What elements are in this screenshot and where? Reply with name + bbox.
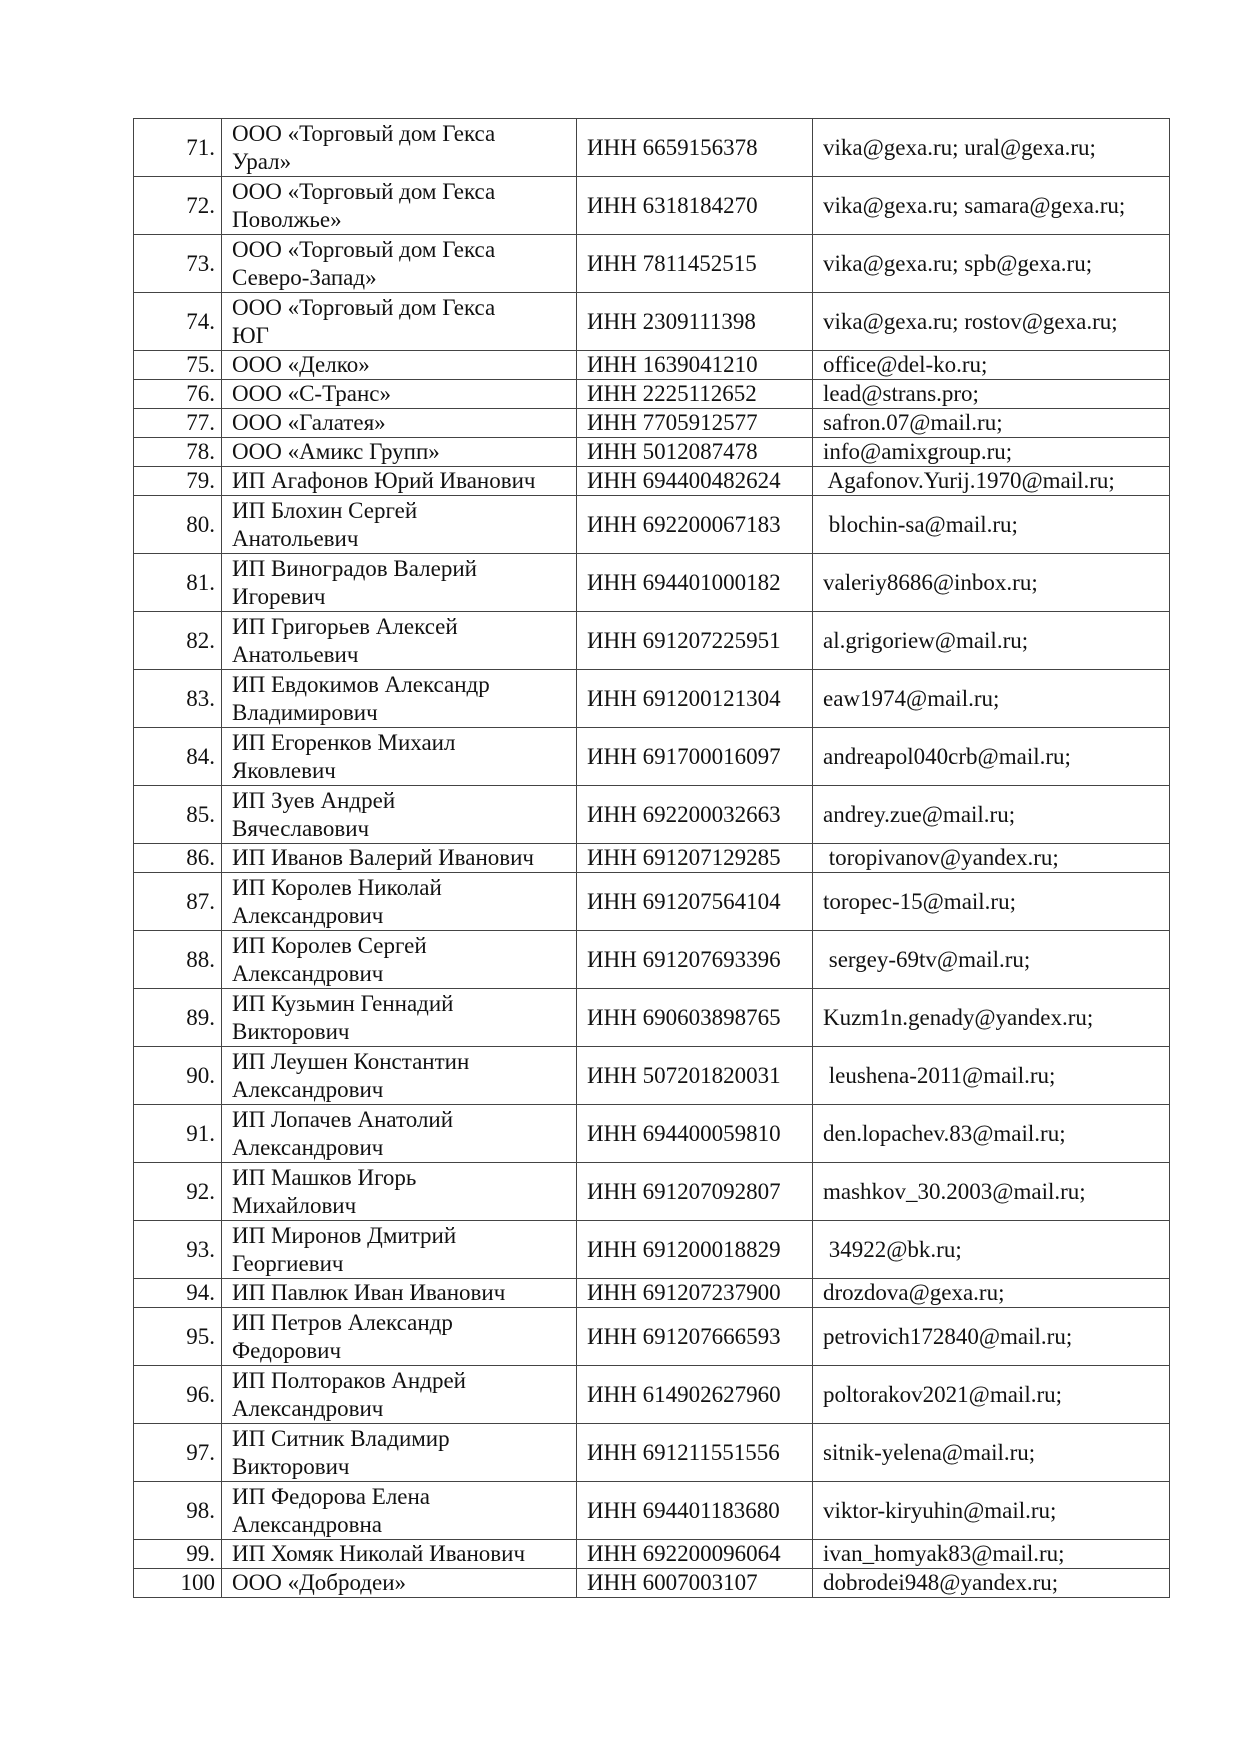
organization-name-line: ООО «Торговый дом Гекса [232, 120, 496, 146]
row-number: 80. [134, 496, 222, 554]
organization-name-line: Анатольевич [232, 525, 359, 551]
organization-name-line: ИП Кузьмин Геннадий [232, 990, 454, 1016]
email-cell: blochin-sa@mail.ru; [813, 496, 1170, 554]
email-cell: mashkov_30.2003@mail.ru; [813, 1163, 1170, 1221]
organization-name-line: ИП Полтораков Андрей [232, 1367, 466, 1393]
organization-name [222, 351, 577, 380]
organization-name-line: Северо-Запад» [232, 264, 377, 290]
organization-name-line: Михайлович [232, 1192, 357, 1218]
table-row [134, 1308, 1170, 1366]
organization-name-line: Александрович [232, 1134, 384, 1160]
organization-name [222, 235, 577, 293]
email-cell: Kuzm1n.genady@yandex.ru; [813, 989, 1170, 1047]
inn-cell: ИНН 6318184270 [577, 177, 813, 235]
email-cell: toropivanov@yandex.ru; [813, 844, 1170, 873]
email-cell: info@amixgroup.ru; [813, 438, 1170, 467]
row-number: 83. [134, 670, 222, 728]
organization-name [222, 844, 577, 873]
email-cell: al.grigoriew@mail.ru; [813, 612, 1170, 670]
row-number: 87. [134, 873, 222, 931]
table-row [134, 438, 1170, 467]
organization-name-line: ИП Григорьев Алексей [232, 613, 458, 639]
inn-cell: ИНН 7811452515 [577, 235, 813, 293]
email-cell: sitnik-yelena@mail.ru; [813, 1424, 1170, 1482]
table-row [134, 1569, 1170, 1598]
organization-name [222, 1424, 577, 1482]
organization-name [222, 177, 577, 235]
organization-name [222, 612, 577, 670]
row-number: 81. [134, 554, 222, 612]
organization-name-line: ООО «С-Транс» [232, 381, 391, 406]
organization-name-line: Анатольевич [232, 641, 359, 667]
table-row [134, 989, 1170, 1047]
organization-name [222, 1279, 577, 1308]
organization-name-line: Владимирович [232, 699, 378, 725]
table-row [134, 380, 1170, 409]
row-number: 77. [134, 409, 222, 438]
email-cell: viktor-kiryuhin@mail.ru; [813, 1482, 1170, 1540]
email-cell: andreapol040crb@mail.ru; [813, 728, 1170, 786]
row-number: 78. [134, 438, 222, 467]
inn-cell: ИНН 691207225951 [577, 612, 813, 670]
organization-name [222, 554, 577, 612]
organization-name [222, 1482, 577, 1540]
organization-name-line: ЮГ [232, 322, 269, 348]
organization-name-line: ИП Егоренков Михаил [232, 729, 456, 755]
table-row [134, 235, 1170, 293]
row-number: 95. [134, 1308, 222, 1366]
organization-name-line: Викторович [232, 1018, 350, 1044]
organization-name-line: ИП Миронов Дмитрий [232, 1222, 457, 1248]
inn-cell: ИНН 507201820031 [577, 1047, 813, 1105]
table-row [134, 786, 1170, 844]
organization-name [222, 989, 577, 1047]
email-cell: Agafonov.Yurij.1970@mail.ru; [813, 467, 1170, 496]
organization-name-line: ИП Виноградов Валерий [232, 555, 477, 581]
organization-name-line: ООО «Амикс Групп» [232, 439, 440, 464]
inn-cell: ИНН 2309111398 [577, 293, 813, 351]
organization-name-line: ИП Петров Александр [232, 1309, 453, 1335]
organization-name [222, 1221, 577, 1279]
organization-name-line: ИП Евдокимов Александр [232, 671, 490, 697]
table-row [134, 1424, 1170, 1482]
organization-name-line: ООО «Добродеи» [232, 1570, 407, 1595]
row-number: 93. [134, 1221, 222, 1279]
row-number: 76. [134, 380, 222, 409]
organization-name [222, 1308, 577, 1366]
table-body [134, 119, 1170, 1598]
table-row [134, 1163, 1170, 1221]
table-row [134, 931, 1170, 989]
inn-cell: ИНН 2225112652 [577, 380, 813, 409]
email-cell: 34922@bk.ru; [813, 1221, 1170, 1279]
organization-name-line: Вячеславович [232, 815, 370, 841]
table-row [134, 1366, 1170, 1424]
email-cell: den.lopachev.83@mail.ru; [813, 1105, 1170, 1163]
row-number: 75. [134, 351, 222, 380]
email-cell: vika@gexa.ru; rostov@gexa.ru; [813, 293, 1170, 351]
organization-name-line: ИП Агафонов Юрий Иванович [232, 468, 536, 493]
email-cell: sergey-69tv@mail.ru; [813, 931, 1170, 989]
organization-name-line: Георгиевич [232, 1250, 344, 1276]
row-number: 72. [134, 177, 222, 235]
organization-name [222, 873, 577, 931]
organization-name-line: ООО «Делко» [232, 352, 370, 377]
email-cell: vika@gexa.ru; samara@gexa.ru; [813, 177, 1170, 235]
email-cell: lead@strans.pro; [813, 380, 1170, 409]
contacts-table [133, 118, 1170, 1598]
inn-cell: ИНН 7705912577 [577, 409, 813, 438]
organization-name [222, 380, 577, 409]
inn-cell: ИНН 6659156378 [577, 119, 813, 177]
inn-cell: ИНН 694400059810 [577, 1105, 813, 1163]
organization-name-line: ИП Зуев Андрей [232, 787, 396, 813]
inn-cell: ИНН 690603898765 [577, 989, 813, 1047]
email-cell: eaw1974@mail.ru; [813, 670, 1170, 728]
row-number: 96. [134, 1366, 222, 1424]
organization-name-line: Александровна [232, 1511, 382, 1537]
organization-name [222, 1163, 577, 1221]
organization-name [222, 496, 577, 554]
inn-cell: ИНН 694401183680 [577, 1482, 813, 1540]
row-number: 73. [134, 235, 222, 293]
organization-name [222, 931, 577, 989]
email-cell: dobrodei948@yandex.ru; [813, 1569, 1170, 1598]
organization-name-line: ИП Ситник Владимир [232, 1425, 450, 1451]
table-row [134, 1105, 1170, 1163]
inn-cell: ИНН 691200121304 [577, 670, 813, 728]
email-cell: petrovich172840@mail.ru; [813, 1308, 1170, 1366]
organization-name-line: ИП Королев Николай [232, 874, 442, 900]
organization-name [222, 1047, 577, 1105]
organization-name [222, 670, 577, 728]
organization-name-line: ИП Лопачев Анатолий [232, 1106, 454, 1132]
organization-name-line: ИП Королев Сергей [232, 932, 427, 958]
table-row [134, 844, 1170, 873]
email-cell: office@del-ko.ru; [813, 351, 1170, 380]
row-number: 86. [134, 844, 222, 873]
inn-cell: ИНН 5012087478 [577, 438, 813, 467]
organization-name-line: ООО «Торговый дом Гекса [232, 236, 496, 262]
table-row [134, 670, 1170, 728]
row-number: 88. [134, 931, 222, 989]
table-row [134, 119, 1170, 177]
row-number: 71. [134, 119, 222, 177]
organization-name [222, 1105, 577, 1163]
email-cell: poltorakov2021@mail.ru; [813, 1366, 1170, 1424]
table-row [134, 351, 1170, 380]
email-cell: vika@gexa.ru; ural@gexa.ru; [813, 119, 1170, 177]
row-number: 85. [134, 786, 222, 844]
table-row [134, 293, 1170, 351]
row-number: 97. [134, 1424, 222, 1482]
row-number: 79. [134, 467, 222, 496]
organization-name [222, 1569, 577, 1598]
row-number: 82. [134, 612, 222, 670]
organization-name [222, 409, 577, 438]
table-row [134, 467, 1170, 496]
organization-name-line: ООО «Торговый дом Гекса [232, 294, 496, 320]
inn-cell: ИНН 691207129285 [577, 844, 813, 873]
inn-cell: ИНН 694400482624 [577, 467, 813, 496]
table-row [134, 728, 1170, 786]
email-cell: vika@gexa.ru; spb@gexa.ru; [813, 235, 1170, 293]
table-row [134, 177, 1170, 235]
row-number: 89. [134, 989, 222, 1047]
row-number: 99. [134, 1540, 222, 1569]
email-cell: safron.07@mail.ru; [813, 409, 1170, 438]
table-row [134, 1221, 1170, 1279]
organization-name-line: ИП Блохин Сергей [232, 497, 418, 523]
inn-cell: ИНН 691207092807 [577, 1163, 813, 1221]
email-cell: leushena-2011@mail.ru; [813, 1047, 1170, 1105]
table-row [134, 1279, 1170, 1308]
inn-cell: ИНН 691207564104 [577, 873, 813, 931]
organization-name-line: ИП Федорова Елена [232, 1483, 431, 1509]
organization-name-line: Викторович [232, 1453, 350, 1479]
inn-cell: ИНН 694401000182 [577, 554, 813, 612]
inn-cell: ИНН 691207666593 [577, 1308, 813, 1366]
inn-cell: ИНН 692200032663 [577, 786, 813, 844]
organization-name-line: ИП Леушен Константин [232, 1048, 470, 1074]
table-row [134, 1540, 1170, 1569]
organization-name-line: Федорович [232, 1337, 342, 1363]
organization-name-line: Александрович [232, 960, 384, 986]
table-row [134, 554, 1170, 612]
organization-name [222, 467, 577, 496]
organization-name-line: Поволжье» [232, 206, 342, 232]
row-number: 94. [134, 1279, 222, 1308]
email-cell: drozdova@gexa.ru; [813, 1279, 1170, 1308]
organization-name [222, 1366, 577, 1424]
row-number: 91. [134, 1105, 222, 1163]
table-row [134, 409, 1170, 438]
row-number: 98. [134, 1482, 222, 1540]
organization-name-line: Яковлевич [232, 757, 336, 783]
organization-name-line: Александрович [232, 902, 384, 928]
organization-name-line: ИП Иванов Валерий Иванович [232, 845, 534, 870]
organization-name-line: ИП Машков Игорь [232, 1164, 417, 1190]
email-cell: toropec-15@mail.ru; [813, 873, 1170, 931]
inn-cell: ИНН 691211551556 [577, 1424, 813, 1482]
table-row [134, 1482, 1170, 1540]
email-cell: ivan_homyak83@mail.ru; [813, 1540, 1170, 1569]
row-number: 92. [134, 1163, 222, 1221]
email-cell: andrey.zue@mail.ru; [813, 786, 1170, 844]
organization-name-line: ИП Хомяк Николай Иванович [232, 1541, 526, 1566]
inn-cell: ИНН 691207237900 [577, 1279, 813, 1308]
table-row [134, 873, 1170, 931]
inn-cell: ИНН 1639041210 [577, 351, 813, 380]
inn-cell: ИНН 614902627960 [577, 1366, 813, 1424]
inn-cell: ИНН 691700016097 [577, 728, 813, 786]
organization-name-line: Урал» [232, 148, 292, 174]
organization-name [222, 119, 577, 177]
organization-name-line: ООО «Торговый дом Гекса [232, 178, 496, 204]
inn-cell: ИНН 691207693396 [577, 931, 813, 989]
table-row [134, 1047, 1170, 1105]
organization-name-line: ИП Павлюк Иван Иванович [232, 1280, 506, 1305]
organization-name-line: Александрович [232, 1395, 384, 1421]
row-number: 90. [134, 1047, 222, 1105]
inn-cell: ИНН 6007003107 [577, 1569, 813, 1598]
row-number: 100 [134, 1569, 222, 1598]
organization-name [222, 293, 577, 351]
organization-name-line: Игоревич [232, 583, 326, 609]
email-cell: valeriy8686@inbox.ru; [813, 554, 1170, 612]
row-number: 74. [134, 293, 222, 351]
inn-cell: ИНН 692200096064 [577, 1540, 813, 1569]
organization-name [222, 438, 577, 467]
organization-name [222, 728, 577, 786]
table-row [134, 612, 1170, 670]
inn-cell: ИНН 691200018829 [577, 1221, 813, 1279]
row-number: 84. [134, 728, 222, 786]
organization-name-line: Александрович [232, 1076, 384, 1102]
organization-name [222, 786, 577, 844]
organization-name [222, 1540, 577, 1569]
table-row [134, 496, 1170, 554]
organization-name-line: ООО «Галатея» [232, 410, 386, 435]
inn-cell: ИНН 692200067183 [577, 496, 813, 554]
